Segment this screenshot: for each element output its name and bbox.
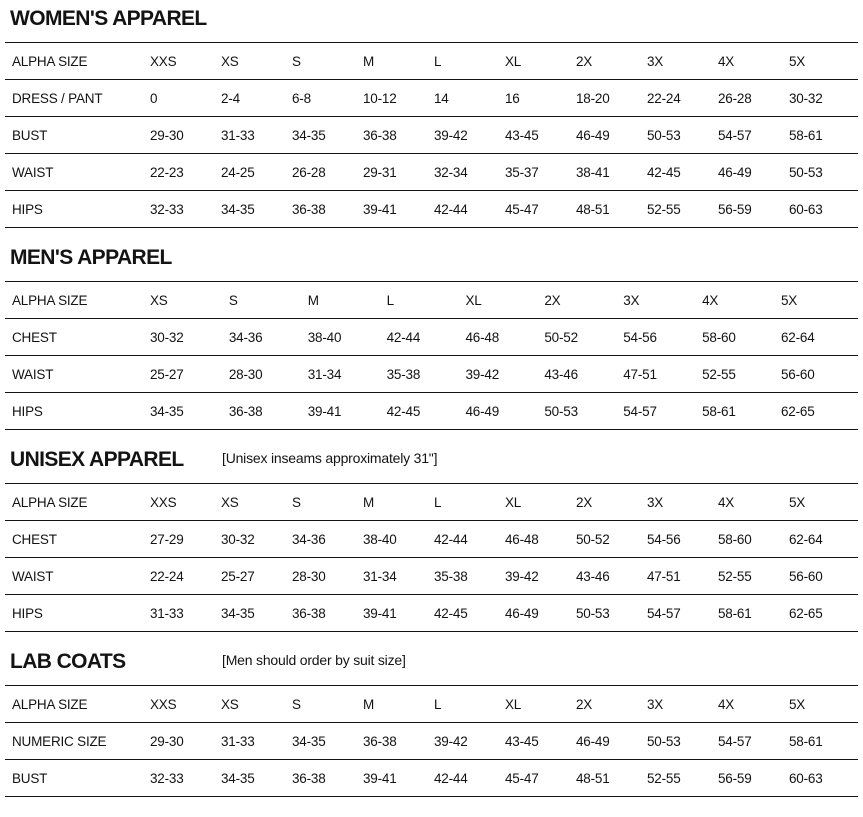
cell-value: 4X (716, 484, 787, 521)
cell-value: 2X (574, 484, 645, 521)
cell-value: 42-44 (432, 191, 503, 228)
section-header (5, 6, 858, 31)
cell-value: 22-24 (148, 558, 219, 595)
size-table (5, 685, 858, 797)
cell-value: 62-64 (787, 521, 858, 558)
table-header-row (5, 686, 858, 723)
cell-value: XS (219, 686, 290, 723)
cell-value: XXS (148, 484, 219, 521)
cell-value: 2X (574, 43, 645, 80)
cell-value: 58-60 (700, 319, 779, 356)
cell-value: 34-35 (219, 760, 290, 797)
table-row (5, 356, 858, 393)
table-header-row (5, 282, 858, 319)
cell-value: 56-59 (716, 191, 787, 228)
section-header (5, 245, 858, 270)
cell-value: 3X (621, 282, 700, 319)
cell-value: 47-51 (621, 356, 700, 393)
cell-value: 36-38 (290, 191, 361, 228)
cell-value: 29-30 (148, 723, 219, 760)
cell-value: 5X (787, 484, 858, 521)
table-row (5, 558, 858, 595)
cell-value: XS (219, 43, 290, 80)
cell-value: 42-45 (432, 595, 503, 632)
cell-value: 34-35 (290, 117, 361, 154)
size-table (5, 281, 858, 430)
cell-value: 26-28 (716, 80, 787, 117)
cell-value: 38-41 (574, 154, 645, 191)
cell-value: 38-40 (361, 521, 432, 558)
cell-value: M (361, 686, 432, 723)
section-title: LAB COATS (10, 650, 126, 673)
row-label: WAIST (5, 154, 148, 191)
row-label: NUMERIC SIZE (5, 723, 148, 760)
cell-value: 2-4 (219, 80, 290, 117)
cell-value: 34-36 (227, 319, 306, 356)
row-label: HIPS (5, 191, 148, 228)
cell-value: 39-42 (464, 356, 543, 393)
cell-value: S (227, 282, 306, 319)
cell-value: 34-35 (219, 191, 290, 228)
cell-value: 47-51 (645, 558, 716, 595)
row-label: DRESS / PANT (5, 80, 148, 117)
section-header (5, 649, 858, 674)
row-label: ALPHA SIZE (5, 686, 148, 723)
cell-value: XL (503, 686, 574, 723)
table-header-row (5, 43, 858, 80)
cell-value: 39-42 (432, 723, 503, 760)
cell-value: 58-60 (716, 521, 787, 558)
cell-value: 18-20 (574, 80, 645, 117)
table-row (5, 191, 858, 228)
size-section (5, 6, 858, 228)
cell-value: 43-45 (503, 723, 574, 760)
cell-value: 31-34 (306, 356, 385, 393)
cell-value: 36-38 (290, 595, 361, 632)
table-row (5, 393, 858, 430)
cell-value: 35-38 (432, 558, 503, 595)
cell-value: 4X (700, 282, 779, 319)
cell-value: 30-32 (148, 319, 227, 356)
cell-value: 58-61 (700, 393, 779, 430)
cell-value: 5X (779, 282, 858, 319)
cell-value: 54-57 (621, 393, 700, 430)
cell-value: 25-27 (219, 558, 290, 595)
table-row (5, 319, 858, 356)
cell-value: 31-34 (361, 558, 432, 595)
size-chart-page (5, 6, 858, 797)
cell-value: 2X (542, 282, 621, 319)
cell-value: 16 (503, 80, 574, 117)
cell-value: 4X (716, 43, 787, 80)
table-row (5, 80, 858, 117)
size-table-body (5, 43, 858, 228)
cell-value: 42-45 (385, 393, 464, 430)
cell-value: 50-53 (645, 723, 716, 760)
cell-value: 31-33 (219, 723, 290, 760)
row-label: CHEST (5, 521, 148, 558)
cell-value: 36-38 (361, 723, 432, 760)
cell-value: 29-31 (361, 154, 432, 191)
table-row (5, 521, 858, 558)
size-table-body (5, 282, 858, 430)
cell-value: XXS (148, 686, 219, 723)
cell-value: 58-61 (787, 723, 858, 760)
section-title: MEN'S APPAREL (10, 246, 172, 269)
size-section (5, 245, 858, 430)
cell-value: S (290, 484, 361, 521)
cell-value: 46-49 (464, 393, 543, 430)
section-header (5, 447, 858, 472)
cell-value: 52-55 (700, 356, 779, 393)
cell-value: 46-49 (574, 723, 645, 760)
row-label: BUST (5, 117, 148, 154)
cell-value: 3X (645, 484, 716, 521)
cell-value: 31-33 (219, 117, 290, 154)
table-row (5, 595, 858, 632)
cell-value: 42-44 (432, 521, 503, 558)
row-label: ALPHA SIZE (5, 43, 148, 80)
cell-value: 52-55 (645, 191, 716, 228)
cell-value: S (290, 686, 361, 723)
size-section (5, 649, 858, 797)
cell-value: 4X (716, 686, 787, 723)
cell-value: 62-64 (779, 319, 858, 356)
cell-value: 39-41 (361, 595, 432, 632)
cell-value: 54-57 (645, 595, 716, 632)
cell-value: 35-38 (385, 356, 464, 393)
cell-value: 39-41 (306, 393, 385, 430)
cell-value: 32-33 (148, 191, 219, 228)
section-title: WOMEN'S APPAREL (10, 7, 207, 30)
cell-value: 42-44 (432, 760, 503, 797)
cell-value: 39-41 (361, 191, 432, 228)
cell-value: 52-55 (645, 760, 716, 797)
cell-value: 36-38 (227, 393, 306, 430)
cell-value: 24-25 (219, 154, 290, 191)
cell-value: 60-63 (787, 191, 858, 228)
cell-value: 62-65 (779, 393, 858, 430)
cell-value: 36-38 (361, 117, 432, 154)
cell-value: M (361, 43, 432, 80)
section-title: UNISEX APPAREL (10, 448, 184, 471)
section-note: [Unisex inseams approximately 31"] (222, 450, 438, 466)
cell-value: 31-33 (148, 595, 219, 632)
cell-value: 6-8 (290, 80, 361, 117)
row-label: WAIST (5, 558, 148, 595)
table-row (5, 117, 858, 154)
cell-value: 10-12 (361, 80, 432, 117)
cell-value: XL (464, 282, 543, 319)
cell-value: 39-41 (361, 760, 432, 797)
cell-value: 45-47 (503, 760, 574, 797)
cell-value: 46-49 (574, 117, 645, 154)
cell-value: M (361, 484, 432, 521)
cell-value: 42-45 (645, 154, 716, 191)
cell-value: 45-47 (503, 191, 574, 228)
cell-value: 43-45 (503, 117, 574, 154)
cell-value: S (290, 43, 361, 80)
cell-value: 50-53 (574, 595, 645, 632)
cell-value: 46-49 (503, 595, 574, 632)
cell-value: 56-59 (716, 760, 787, 797)
cell-value: 52-55 (716, 558, 787, 595)
row-label: CHEST (5, 319, 148, 356)
cell-value: 56-60 (787, 558, 858, 595)
size-table-body (5, 484, 858, 632)
cell-value: 54-56 (645, 521, 716, 558)
cell-value: 30-32 (219, 521, 290, 558)
cell-value: 54-56 (621, 319, 700, 356)
cell-value: 32-33 (148, 760, 219, 797)
cell-value: 54-57 (716, 723, 787, 760)
cell-value: 35-37 (503, 154, 574, 191)
cell-value: 28-30 (290, 558, 361, 595)
cell-value: 36-38 (290, 760, 361, 797)
cell-value: 50-52 (574, 521, 645, 558)
cell-value: 34-35 (219, 595, 290, 632)
table-row (5, 760, 858, 797)
cell-value: 48-51 (574, 760, 645, 797)
cell-value: 46-48 (503, 521, 574, 558)
size-table (5, 483, 858, 632)
size-table (5, 42, 858, 228)
cell-value: 56-60 (779, 356, 858, 393)
cell-value: XL (503, 484, 574, 521)
cell-value: 25-27 (148, 356, 227, 393)
cell-value: 32-34 (432, 154, 503, 191)
size-table-body (5, 686, 858, 797)
cell-value: 22-24 (645, 80, 716, 117)
cell-value: 22-23 (148, 154, 219, 191)
cell-value: 27-29 (148, 521, 219, 558)
cell-value: 50-53 (645, 117, 716, 154)
row-label: HIPS (5, 595, 148, 632)
cell-value: 14 (432, 80, 503, 117)
cell-value: 58-61 (787, 117, 858, 154)
cell-value: 29-30 (148, 117, 219, 154)
cell-value: 54-57 (716, 117, 787, 154)
cell-value: 42-44 (385, 319, 464, 356)
cell-value: 39-42 (503, 558, 574, 595)
cell-value: 43-46 (574, 558, 645, 595)
cell-value: 48-51 (574, 191, 645, 228)
sections (5, 6, 858, 797)
cell-value: XS (219, 484, 290, 521)
row-label: ALPHA SIZE (5, 282, 148, 319)
cell-value: 0 (148, 80, 219, 117)
cell-value: 50-53 (542, 393, 621, 430)
cell-value: 38-40 (306, 319, 385, 356)
cell-value: XXS (148, 43, 219, 80)
cell-value: 46-48 (464, 319, 543, 356)
table-row (5, 154, 858, 191)
cell-value: 28-30 (227, 356, 306, 393)
size-section (5, 447, 858, 632)
cell-value: L (432, 484, 503, 521)
cell-value: L (385, 282, 464, 319)
table-header-row (5, 484, 858, 521)
section-note: [Men should order by suit size] (222, 652, 406, 668)
cell-value: 60-63 (787, 760, 858, 797)
row-label: WAIST (5, 356, 148, 393)
cell-value: L (432, 43, 503, 80)
row-label: HIPS (5, 393, 148, 430)
cell-value: 34-35 (148, 393, 227, 430)
cell-value: M (306, 282, 385, 319)
cell-value: 5X (787, 43, 858, 80)
cell-value: 50-53 (787, 154, 858, 191)
cell-value: 26-28 (290, 154, 361, 191)
cell-value: 50-52 (542, 319, 621, 356)
table-row (5, 723, 858, 760)
cell-value: 43-46 (542, 356, 621, 393)
cell-value: 3X (645, 686, 716, 723)
cell-value: 62-65 (787, 595, 858, 632)
cell-value: 58-61 (716, 595, 787, 632)
cell-value: 39-42 (432, 117, 503, 154)
cell-value: 2X (574, 686, 645, 723)
row-label: BUST (5, 760, 148, 797)
cell-value: 34-36 (290, 521, 361, 558)
cell-value: 34-35 (290, 723, 361, 760)
cell-value: XL (503, 43, 574, 80)
cell-value: XS (148, 282, 227, 319)
cell-value: 3X (645, 43, 716, 80)
cell-value: 30-32 (787, 80, 858, 117)
cell-value: 5X (787, 686, 858, 723)
cell-value: 46-49 (716, 154, 787, 191)
cell-value: L (432, 686, 503, 723)
row-label: ALPHA SIZE (5, 484, 148, 521)
